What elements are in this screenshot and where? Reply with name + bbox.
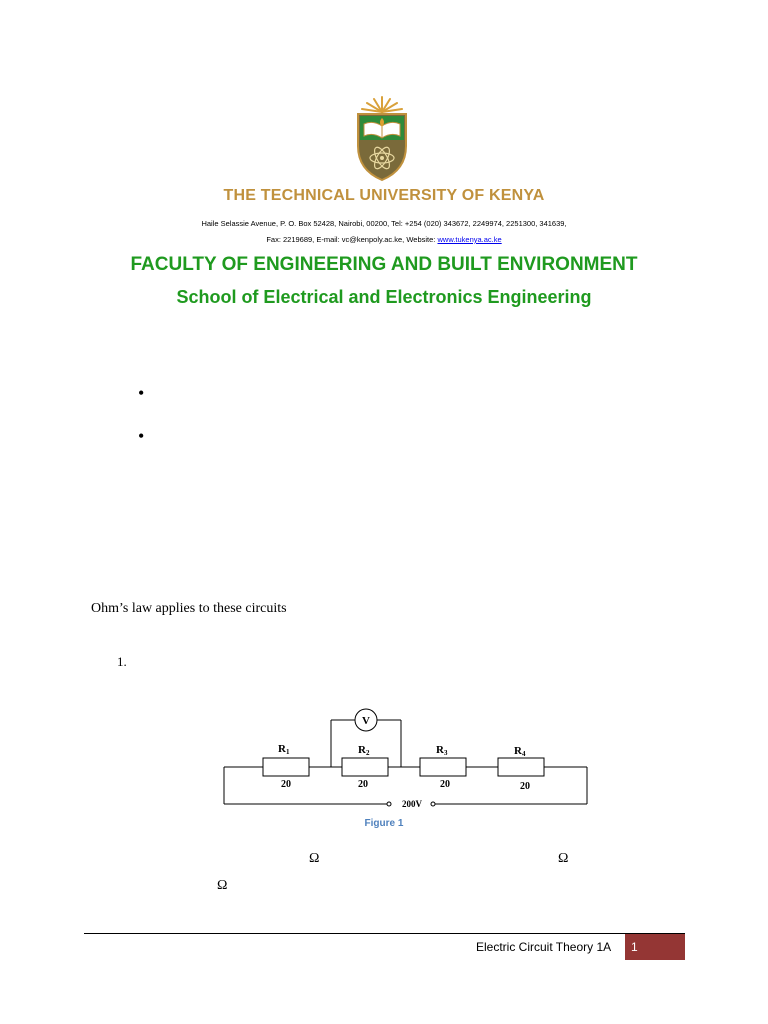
university-logo	[352, 94, 412, 182]
source-terminal	[431, 802, 435, 806]
sun-rays-icon	[362, 97, 402, 112]
resistor-label: R1	[278, 743, 290, 756]
omega-symbol: Ω	[558, 851, 569, 866]
resistor-value: 20	[440, 779, 450, 790]
resistor-label: R4	[514, 745, 526, 758]
school-title: School of Electrical and Electronics Engineering	[176, 287, 592, 307]
figure-caption-text: Figure 1	[364, 818, 404, 829]
circuit-diagram	[220, 707, 600, 813]
omega-symbol: Ω	[309, 851, 320, 866]
faculty-title: FACULTY OF ENGINEERING AND BUILT ENVIRONMENT	[130, 254, 638, 275]
figure-caption	[0, 818, 768, 829]
bullet-point: •	[138, 383, 145, 403]
source-voltage-label: 200V	[402, 799, 422, 809]
resistor-r1	[263, 758, 309, 776]
footer-divider	[84, 933, 685, 934]
resistor-r4	[498, 758, 544, 776]
contact-prefix: Fax: 2219689, E-mail: vc@kenpoly.ac.ke, Website:	[266, 235, 438, 244]
page-number: 1	[625, 934, 685, 960]
university-name: THE TECHNICAL UNIVERSITY OF KENYA	[223, 187, 545, 204]
voltmeter-label: V	[362, 715, 370, 727]
resistor-r2	[342, 758, 388, 776]
resistor-label: R3	[436, 744, 448, 757]
resistor-value: 20	[520, 781, 530, 792]
source-terminal	[387, 802, 391, 806]
resistor-r3	[420, 758, 466, 776]
footer-title: Electric Circuit Theory 1A	[476, 940, 612, 954]
omega-symbol: Ω	[217, 878, 228, 893]
bullet-point: •	[138, 426, 145, 446]
resistor-label: R2	[358, 744, 370, 757]
website-link[interactable]: www.tukenya.ac.ke	[437, 235, 502, 244]
address-line: Haile Selassie Avenue, P. O. Box 52428, Nairobi, 00200, Tel: +254 (020) 343672, 2249974, 2251300, 341639,	[201, 219, 567, 228]
ohm-law-sentence: Ohm’s law applies to these circuits	[91, 601, 287, 616]
question-number: 1.	[117, 654, 127, 669]
resistor-value: 20	[358, 779, 368, 790]
resistor-value: 20	[281, 779, 291, 790]
contact-line	[0, 235, 768, 244]
